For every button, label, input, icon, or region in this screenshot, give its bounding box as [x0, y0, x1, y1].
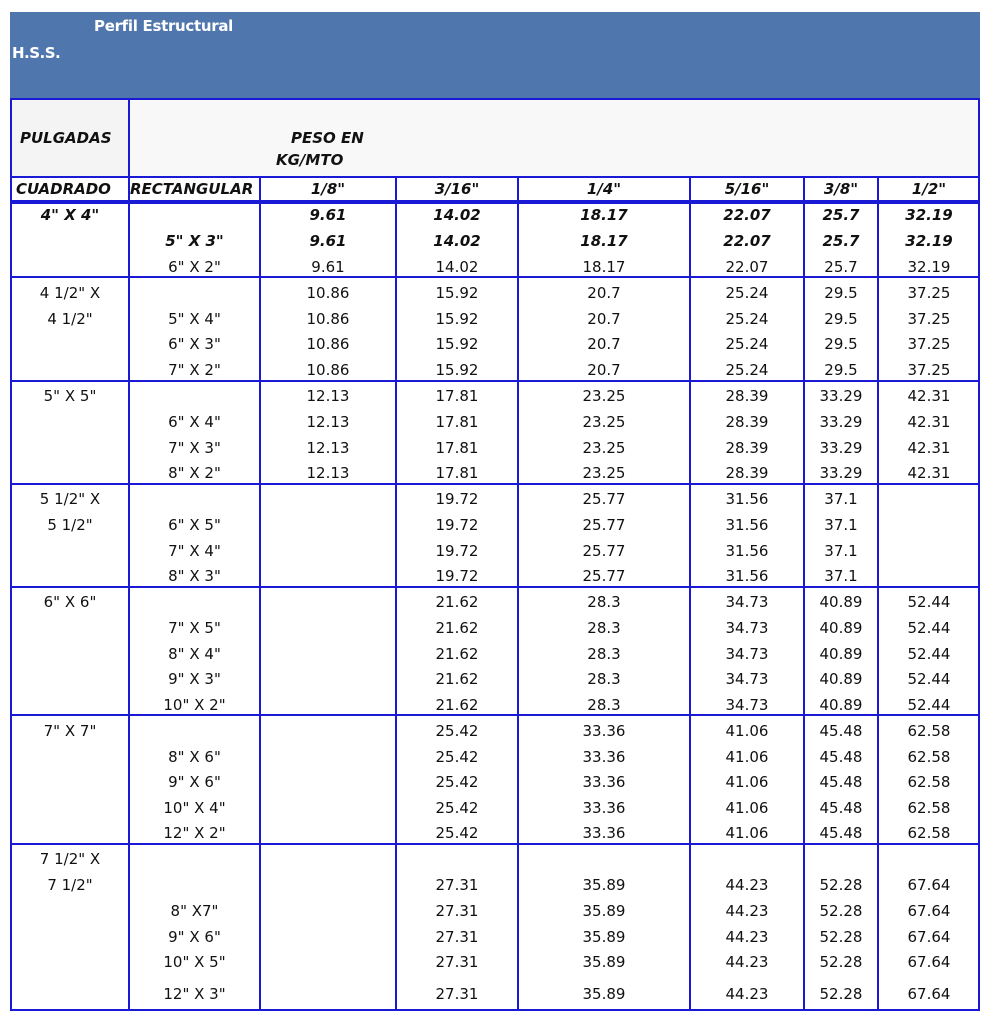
- weight-cell: 15.92: [435, 284, 479, 302]
- weight-cell: 62.58: [907, 748, 951, 766]
- weight-cell: 45.48: [819, 799, 863, 817]
- weight-cell: 17.81: [435, 464, 479, 482]
- rectangular-size-cell: 9" X 6": [168, 928, 221, 946]
- weight-cell: 32.19: [905, 232, 953, 250]
- weight-cell: 33.36: [582, 799, 626, 817]
- col-header-thickness: 3/8": [823, 180, 859, 198]
- rectangular-size-cell: 9" X 6": [168, 773, 221, 791]
- weight-cell: 31.56: [725, 516, 769, 534]
- weight-cell: 29.5: [824, 361, 858, 379]
- rectangular-size-cell: 10" X 5": [163, 953, 226, 971]
- weight-cell: 31.56: [725, 542, 769, 560]
- weight-cell: 41.06: [725, 824, 769, 842]
- col-header-thickness: 5/16": [724, 180, 770, 198]
- weight-cell: 21.62: [435, 696, 479, 714]
- weight-cell: 37.25: [907, 361, 951, 379]
- weight-cell: 23.25: [582, 439, 626, 457]
- weight-cell: 25.24: [725, 310, 769, 328]
- weight-cell: 28.39: [725, 413, 769, 431]
- weight-cell: 25.24: [725, 361, 769, 379]
- weight-cell: 52.44: [907, 619, 951, 637]
- weight-cell: 40.89: [819, 670, 863, 688]
- weight-cell: 37.1: [824, 516, 858, 534]
- weight-cell: 28.3: [587, 645, 621, 663]
- rectangular-size-cell: 5" X 3": [165, 232, 224, 250]
- rectangular-size-cell: 8" X 6": [168, 748, 221, 766]
- rectangular-size-cell: 6" X 2": [168, 258, 221, 276]
- weight-cell: 21.62: [435, 670, 479, 688]
- weight-cell: 45.48: [819, 824, 863, 842]
- weight-cell: 33.29: [819, 387, 863, 405]
- square-size-cell: 5 1/2" X: [39, 490, 101, 508]
- weight-cell: 33.29: [819, 439, 863, 457]
- weight-cell: 35.89: [582, 985, 626, 1003]
- weight-cell: 25.42: [435, 748, 479, 766]
- rectangular-size-cell: 10" X 4": [163, 799, 226, 817]
- weight-cell: 21.62: [435, 645, 479, 663]
- table-row: [10, 820, 980, 846]
- weight-cell: 10.86: [306, 335, 350, 353]
- weight-cell: 35.89: [582, 876, 626, 894]
- square-size-cell: 5" X 5": [43, 387, 97, 405]
- weight-cell: 23.25: [582, 413, 626, 431]
- weight-cell: 52.44: [907, 645, 951, 663]
- weight-cell: 33.29: [819, 413, 863, 431]
- table-row: [10, 744, 980, 770]
- weight-cell: 35.89: [582, 902, 626, 920]
- weight-cell: 21.62: [435, 619, 479, 637]
- col-header-thickness: 1/2": [911, 180, 947, 198]
- table-row: [10, 228, 980, 254]
- weight-cell: 27.31: [435, 902, 479, 920]
- table-row: [10, 254, 980, 280]
- weight-cell: 19.72: [435, 567, 479, 585]
- table-row: [10, 409, 980, 435]
- rectangular-size-cell: 5" X 4": [168, 310, 221, 328]
- weight-cell: 10.86: [306, 361, 350, 379]
- weight-cell: 40.89: [819, 619, 863, 637]
- table-row: [10, 981, 980, 1007]
- weight-cell: 62.58: [907, 824, 951, 842]
- weight-cell: 32.19: [905, 206, 953, 224]
- weight-cell: 25.42: [435, 722, 479, 740]
- weight-cell: 67.64: [907, 902, 951, 920]
- weight-cell: 20.7: [587, 310, 621, 328]
- weight-cell: 25.77: [582, 567, 626, 585]
- weight-cell: 44.23: [725, 953, 769, 971]
- table-row: [10, 563, 980, 589]
- weight-cell: 28.3: [587, 670, 621, 688]
- weight-cell: 28.3: [587, 593, 621, 611]
- table-row: [10, 846, 980, 872]
- weight-cell: 52.44: [907, 593, 951, 611]
- weight-cell: 25.42: [435, 773, 479, 791]
- weight-cell: 62.58: [907, 799, 951, 817]
- weight-cell: 34.73: [725, 645, 769, 663]
- rectangular-size-cell: 7" X 3": [168, 439, 221, 457]
- table-row: [10, 924, 980, 950]
- square-size-cell: 4" X 4": [40, 206, 100, 224]
- weight-cell: 25.7: [824, 258, 858, 276]
- weight-cell: 15.92: [435, 310, 479, 328]
- rectangular-size-cell: 7" X 5": [168, 619, 221, 637]
- weight-cell: 67.64: [907, 953, 951, 971]
- weight-cell: 33.36: [582, 748, 626, 766]
- weight-cell: 19.72: [435, 490, 479, 508]
- rectangular-size-cell: 6" X 3": [168, 335, 221, 353]
- weight-cell: 28.3: [587, 696, 621, 714]
- peso-label-2: KG/MTO: [276, 151, 344, 169]
- rectangular-size-cell: 8" X7": [170, 902, 219, 920]
- col-header-thickness: 1/8": [310, 180, 346, 198]
- weight-cell: 44.23: [725, 902, 769, 920]
- weight-cell: 28.39: [725, 387, 769, 405]
- rectangular-size-cell: 6" X 4": [168, 413, 221, 431]
- weight-cell: 32.19: [907, 258, 951, 276]
- col-header-cuadrado: CUADRADO: [16, 180, 111, 198]
- weight-cell: 52.44: [907, 670, 951, 688]
- weight-cell: 35.89: [582, 928, 626, 946]
- weight-cell: 40.89: [819, 696, 863, 714]
- square-size-cell: 5 1/2": [47, 516, 93, 534]
- square-size-cell: 4 1/2": [47, 310, 93, 328]
- weight-cell: 27.31: [435, 928, 479, 946]
- weight-cell: 18.17: [580, 232, 628, 250]
- weight-cell: 17.81: [435, 413, 479, 431]
- weight-cell: 52.28: [819, 928, 863, 946]
- weight-cell: 37.25: [907, 310, 951, 328]
- weight-cell: 28.39: [725, 439, 769, 457]
- weight-cell: 31.56: [725, 490, 769, 508]
- weight-cell: 40.89: [819, 593, 863, 611]
- weight-cell: 67.64: [907, 876, 951, 894]
- weight-cell: 28.3: [587, 619, 621, 637]
- weight-cell: 27.31: [435, 876, 479, 894]
- weight-cell: 42.31: [907, 387, 951, 405]
- weight-cell: 28.39: [725, 464, 769, 482]
- table-row: [10, 486, 980, 512]
- rectangular-size-cell: 7" X 2": [168, 361, 221, 379]
- table-row: [10, 872, 980, 898]
- row-divider: [10, 176, 980, 178]
- square-size-cell: 4 1/2" X: [39, 284, 101, 302]
- weight-cell: 25.77: [582, 490, 626, 508]
- weight-cell: 23.25: [582, 387, 626, 405]
- weight-cell: 25.7: [822, 232, 860, 250]
- square-size-cell: 7" X 7": [43, 722, 97, 740]
- weight-cell: 22.07: [723, 206, 771, 224]
- rectangular-size-cell: 6" X 5": [168, 516, 221, 534]
- weight-cell: 25.24: [725, 284, 769, 302]
- table-row: [10, 615, 980, 641]
- rectangular-size-cell: 8" X 2": [168, 464, 221, 482]
- table-row: [10, 769, 980, 795]
- weight-cell: 33.36: [582, 773, 626, 791]
- rectangular-size-cell: 10" X 2": [163, 696, 226, 714]
- weight-cell: 17.81: [435, 439, 479, 457]
- weight-cell: 12.13: [306, 387, 350, 405]
- weight-cell: 37.25: [907, 284, 951, 302]
- weight-cell: 37.1: [824, 542, 858, 560]
- weight-cell: 17.81: [435, 387, 479, 405]
- weight-cell: 67.64: [907, 985, 951, 1003]
- table-row: [10, 383, 980, 409]
- table-row: [10, 718, 980, 744]
- rectangular-size-cell: 12" X 2": [163, 824, 226, 842]
- table-row: [10, 641, 980, 667]
- weight-cell: 19.72: [435, 516, 479, 534]
- square-size-cell: 6" X 6": [43, 593, 97, 611]
- weight-cell: 12.13: [306, 464, 350, 482]
- weight-cell: 25.24: [725, 335, 769, 353]
- weight-cell: 62.58: [907, 773, 951, 791]
- weight-cell: 20.7: [587, 284, 621, 302]
- table-row: [10, 949, 980, 975]
- table-row: [10, 589, 980, 615]
- weight-cell: 34.73: [725, 696, 769, 714]
- weight-cell: 12.13: [306, 413, 350, 431]
- title-line-2: H.S.S.: [12, 44, 61, 62]
- weight-cell: 33.36: [582, 722, 626, 740]
- weight-cell: 15.92: [435, 361, 479, 379]
- col-header-thickness: 3/16": [434, 180, 480, 198]
- weight-cell: 12.13: [306, 439, 350, 457]
- table-row: [10, 331, 980, 357]
- table-row: [10, 202, 980, 228]
- weight-cell: 52.44: [907, 696, 951, 714]
- pulgadas-label: PULGADAS: [20, 129, 112, 147]
- table-row: [10, 357, 980, 383]
- table-row: [10, 538, 980, 564]
- weight-cell: 27.31: [435, 953, 479, 971]
- weight-cell: 45.48: [819, 773, 863, 791]
- weight-cell: 19.72: [435, 542, 479, 560]
- table-row: [10, 460, 980, 486]
- table-row: [10, 898, 980, 924]
- weight-cell: 18.17: [582, 258, 626, 276]
- weight-cell: 42.31: [907, 439, 951, 457]
- weight-cell: 23.25: [582, 464, 626, 482]
- title-banner: [10, 12, 980, 98]
- weight-cell: 37.1: [824, 567, 858, 585]
- square-size-cell: 7 1/2" X: [39, 850, 101, 868]
- weight-cell: 9.61: [311, 258, 345, 276]
- weight-cell: 33.36: [582, 824, 626, 842]
- weight-cell: 37.25: [907, 335, 951, 353]
- rectangular-size-cell: 8" X 4": [168, 645, 221, 663]
- weight-cell: 45.48: [819, 748, 863, 766]
- weight-cell: 41.06: [725, 748, 769, 766]
- weight-cell: 25.77: [582, 542, 626, 560]
- weight-cell: 52.28: [819, 876, 863, 894]
- weight-cell: 18.17: [580, 206, 628, 224]
- weight-cell: 35.89: [582, 953, 626, 971]
- rectangular-size-cell: 7" X 4": [168, 542, 221, 560]
- weight-cell: 15.92: [435, 335, 479, 353]
- weight-cell: 42.31: [907, 413, 951, 431]
- weight-cell: 44.23: [725, 985, 769, 1003]
- weight-cell: 25.42: [435, 824, 479, 842]
- weight-cell: 44.23: [725, 876, 769, 894]
- weight-cell: 45.48: [819, 722, 863, 740]
- weight-cell: 10.86: [306, 284, 350, 302]
- hss-weight-table: [10, 98, 980, 1011]
- rectangular-size-cell: 12" X 3": [163, 985, 226, 1003]
- rectangular-size-cell: 9" X 3": [168, 670, 221, 688]
- weight-cell: 29.5: [824, 310, 858, 328]
- weight-cell: 41.06: [725, 799, 769, 817]
- weight-cell: 34.73: [725, 593, 769, 611]
- table-row: [10, 666, 980, 692]
- rectangular-size-cell: 8" X 3": [168, 567, 221, 585]
- weight-cell: 41.06: [725, 722, 769, 740]
- weight-cell: 21.62: [435, 593, 479, 611]
- weight-cell: 42.31: [907, 464, 951, 482]
- weight-cell: 14.02: [433, 232, 481, 250]
- weight-cell: 40.89: [819, 645, 863, 663]
- weight-cell: 14.02: [433, 206, 481, 224]
- weight-cell: 22.07: [725, 258, 769, 276]
- weight-cell: 27.31: [435, 985, 479, 1003]
- weight-cell: 9.61: [309, 232, 347, 250]
- weight-cell: 34.73: [725, 619, 769, 637]
- weight-cell: 14.02: [435, 258, 479, 276]
- weight-cell: 52.28: [819, 953, 863, 971]
- weight-cell: 52.28: [819, 985, 863, 1003]
- table-row: [10, 435, 980, 461]
- weight-cell: 9.61: [309, 206, 347, 224]
- col-header-rectangular: RECTANGULAR: [130, 180, 254, 198]
- weight-cell: 20.7: [587, 335, 621, 353]
- weight-cell: 25.77: [582, 516, 626, 534]
- weight-cell: 34.73: [725, 670, 769, 688]
- weight-cell: 62.58: [907, 722, 951, 740]
- weight-cell: 67.64: [907, 928, 951, 946]
- table-row: [10, 512, 980, 538]
- weight-cell: 10.86: [306, 310, 350, 328]
- col-header-thickness: 1/4": [586, 180, 622, 198]
- weight-cell: 25.42: [435, 799, 479, 817]
- table-row: [10, 795, 980, 821]
- weight-cell: 29.5: [824, 335, 858, 353]
- title-line-1: Perfil Estructural: [94, 17, 234, 35]
- weight-cell: 33.29: [819, 464, 863, 482]
- weight-cell: 20.7: [587, 361, 621, 379]
- weight-cell: 52.28: [819, 902, 863, 920]
- square-size-cell: 7 1/2": [47, 876, 93, 894]
- weight-cell: 29.5: [824, 284, 858, 302]
- table-row: [10, 306, 980, 332]
- weight-cell: 44.23: [725, 928, 769, 946]
- weight-cell: 41.06: [725, 773, 769, 791]
- peso-label-1: PESO EN: [291, 129, 364, 147]
- table-row: [10, 692, 980, 718]
- weight-cell: 37.1: [824, 490, 858, 508]
- weight-cell: 25.7: [822, 206, 860, 224]
- weight-cell: 31.56: [725, 567, 769, 585]
- weight-cell: 22.07: [723, 232, 771, 250]
- table-row: [10, 280, 980, 306]
